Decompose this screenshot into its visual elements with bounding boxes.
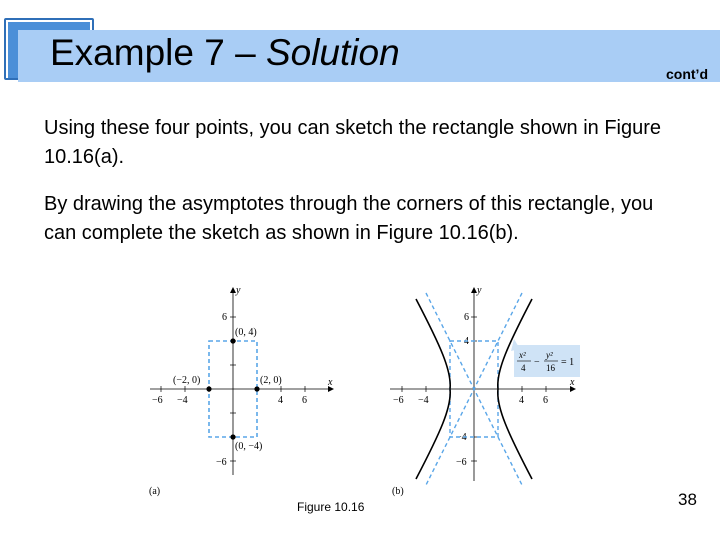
page-number: 38 [678, 490, 697, 509]
figure-a-point-label: (0, −4) [235, 441, 263, 452]
paragraph-2: By drawing the asymptotes through the corners of this rectangle, you can complete the sketch as shown in Figure 10.16(b). [44, 193, 654, 244]
figure-a [140, 285, 340, 502]
figure-caption: Figure 10.16 [297, 500, 365, 514]
figure-b-y-tick: −6 [456, 457, 467, 468]
figure-b-y-tick: −4 [456, 432, 467, 443]
continued-label: cont’d [666, 66, 708, 82]
figure-b-x-tick: 4 [519, 395, 524, 406]
figure-a-y-tick: −6 [216, 457, 227, 468]
figure-a-point-label: (2, 0) [260, 375, 282, 386]
figure-b-eq-term1-num: x² [519, 350, 526, 360]
figure-a-x-tick: 6 [302, 395, 307, 406]
figure-b-y-label: y [477, 285, 482, 296]
figure-b [380, 285, 580, 502]
figure-b-eq-rhs: = 1 [561, 357, 575, 368]
title-main: Example 7 – [50, 32, 266, 73]
figure-a-x-tick: −4 [177, 395, 188, 406]
figure-b-x-tick: −6 [393, 395, 404, 406]
figure-a-point-label: (0, 4) [235, 327, 257, 338]
figure-a-x-label: x [328, 377, 333, 388]
figure-a-y-tick: 6 [222, 312, 227, 323]
figure-b-y-tick: 6 [464, 312, 469, 323]
figure-a-point [254, 386, 259, 391]
figure-b-eq-minus: − [534, 357, 540, 368]
figure-b-x-tick: −4 [418, 395, 429, 406]
figure-a-graph [140, 285, 340, 497]
figure-b-x-tick: 6 [543, 395, 548, 406]
figure-a-point [230, 434, 235, 439]
title-subtitle: Solution [265, 32, 400, 73]
figure-a-point [230, 338, 235, 343]
figure-b-x-label: x [570, 377, 575, 388]
figure-b-eq-term2-den: 16 [546, 363, 555, 373]
figure-a-x-tick: 4 [278, 395, 283, 406]
figure-a-point [206, 386, 211, 391]
figure-b-graph [380, 285, 580, 497]
figure-a-panel-label: (a) [149, 486, 161, 497]
figure-a-x-tick: −6 [152, 395, 163, 406]
figure-a-point-label: (−2, 0) [173, 375, 201, 386]
figure-b-eq-term1-den: 4 [521, 363, 526, 373]
figure-b-panel-label: (b) [392, 486, 404, 497]
slide-title [50, 30, 400, 76]
paragraph-1: Using these four points, you can sketch the rectangle shown in Figure 10.16(a). [44, 117, 662, 168]
figure-b-y-tick: 4 [464, 336, 469, 347]
figure-a-y-label: y [236, 285, 241, 296]
figure-b-eq-term2-num: y² [546, 350, 553, 360]
